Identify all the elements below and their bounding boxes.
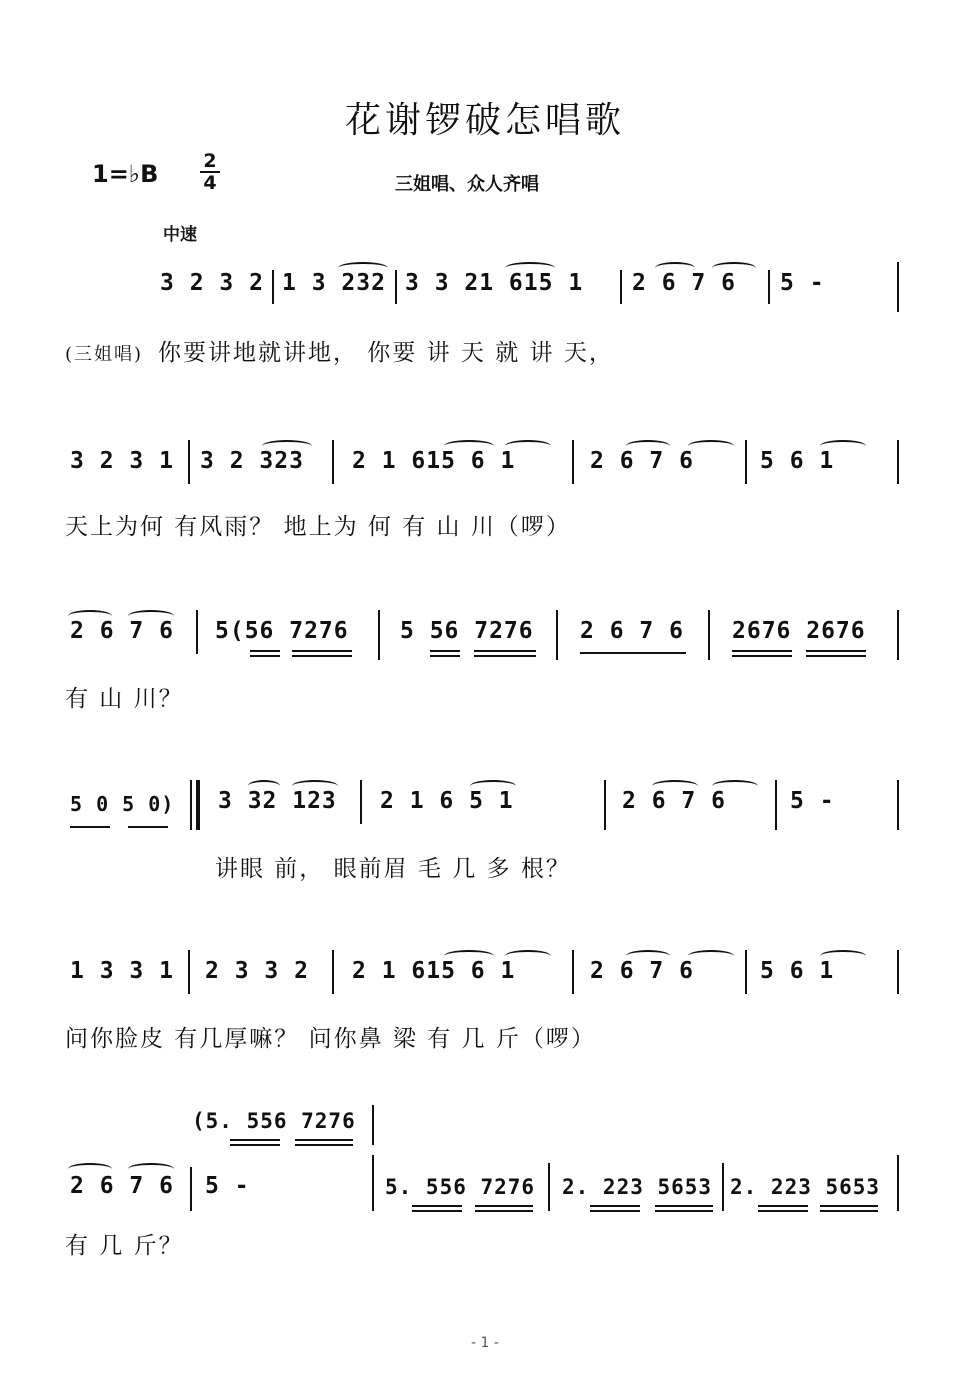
slur xyxy=(444,440,494,452)
barline xyxy=(272,270,274,304)
barline xyxy=(897,1155,899,1211)
measure: 5 - xyxy=(780,270,825,296)
slur xyxy=(626,950,670,962)
measure: 5 0 5 0) xyxy=(70,792,175,816)
page-number: - 1 - xyxy=(471,1335,499,1351)
measure: 2 6 7 6 xyxy=(590,448,694,474)
time-signature-denominator: 4 xyxy=(203,172,217,194)
beam xyxy=(655,1205,713,1212)
measure: 2 3 3 2 xyxy=(205,958,309,984)
barline xyxy=(620,270,622,304)
measure: 5 - xyxy=(205,1173,250,1199)
lyric-line: 问你脸皮 有几厚嘛？ 问你鼻 梁 有 几 斤（啰） xyxy=(65,1026,596,1052)
song-title: 花谢锣破怎唱歌 xyxy=(344,100,625,141)
slur xyxy=(712,780,758,792)
slur xyxy=(292,780,338,792)
barline xyxy=(572,950,574,994)
slur xyxy=(505,950,551,962)
slur xyxy=(338,262,388,274)
slur xyxy=(652,780,698,792)
upper-measure: (5. 556 7276 xyxy=(192,1109,356,1133)
measure: 5(56 7276 xyxy=(215,618,349,644)
barline xyxy=(897,610,899,660)
barline xyxy=(190,780,192,830)
barline xyxy=(395,270,397,304)
lyric-line: 有 山 川？ xyxy=(65,686,184,712)
slur xyxy=(470,780,516,792)
measure: 2676 2676 xyxy=(732,618,866,644)
beam xyxy=(590,1205,640,1212)
measure: 3 2 3 1 xyxy=(70,448,174,474)
barline xyxy=(897,262,899,312)
beam xyxy=(412,1205,462,1212)
barline xyxy=(897,780,899,830)
lyric-line: 有 几 斤？ xyxy=(65,1233,184,1259)
slur xyxy=(712,262,756,274)
slur xyxy=(444,950,494,962)
slur xyxy=(688,440,734,452)
key-signature: 1=♭B xyxy=(92,160,159,188)
barline xyxy=(775,780,777,830)
measure: 3 2 323 xyxy=(200,448,304,474)
measure: 5 - xyxy=(790,788,835,814)
slur xyxy=(505,262,555,274)
beam xyxy=(580,652,686,654)
measure: 2 6 7 6 xyxy=(632,270,736,296)
lyric-line: 你要讲地就讲地， 你要 讲 天 就 讲 天， xyxy=(158,340,614,366)
slur xyxy=(262,440,312,452)
beam xyxy=(250,650,280,657)
beam xyxy=(806,650,866,657)
beam xyxy=(230,1139,280,1146)
beam xyxy=(758,1205,808,1212)
slur xyxy=(68,610,112,622)
beam xyxy=(295,1139,353,1146)
beam xyxy=(475,1205,533,1212)
beam xyxy=(70,826,110,828)
barline xyxy=(604,780,606,830)
barline xyxy=(332,440,334,484)
lyric-line: 天上为何 有风雨？ 地上为 何 有 山 川（啰） xyxy=(65,514,571,540)
slur xyxy=(128,610,174,622)
barline xyxy=(722,1163,724,1211)
slur xyxy=(820,440,866,452)
measure: 2 6 7 6 xyxy=(590,958,694,984)
measure: 2 6 7 6 xyxy=(70,1173,174,1199)
singer-cue: (三姐唱) xyxy=(65,344,144,365)
measure: 1 3 232 xyxy=(282,270,386,296)
slur xyxy=(655,262,695,274)
measure: 2 1 615 6 1 xyxy=(352,448,516,474)
beam xyxy=(292,650,352,657)
time-signature xyxy=(200,152,220,192)
barline xyxy=(372,1105,374,1145)
barline xyxy=(332,950,334,994)
measure: 5 56 7276 xyxy=(400,618,534,644)
tempo-marking: 中速 xyxy=(163,225,197,245)
slur xyxy=(505,440,551,452)
barline xyxy=(745,950,747,994)
measure: 2. 223 5653 xyxy=(730,1175,881,1199)
slur xyxy=(820,950,866,962)
measure: 3 3 21 615 1 xyxy=(405,270,584,296)
singer-note: 三姐唱、众人齐唱 xyxy=(395,174,539,195)
beam xyxy=(128,826,168,828)
barline xyxy=(745,440,747,484)
barline xyxy=(196,610,198,654)
lyric-line: 讲眼 前， 眼前眉 毛 几 多 根？ xyxy=(215,856,571,882)
beam xyxy=(820,1205,878,1212)
measure: 3 32 123 xyxy=(218,788,337,814)
barline xyxy=(708,610,710,660)
barline xyxy=(572,440,574,484)
beam xyxy=(430,650,460,657)
measure: 2 6 7 6 xyxy=(622,788,726,814)
barline xyxy=(556,610,558,660)
measure: 5 6 1 xyxy=(760,448,835,474)
measure: 5. 556 7276 xyxy=(385,1175,536,1199)
barline xyxy=(378,610,380,660)
double-barline xyxy=(196,780,200,830)
barline xyxy=(897,950,899,994)
measure: 1 3 3 1 xyxy=(70,958,174,984)
measure: 2 1 615 6 1 xyxy=(352,958,516,984)
slur xyxy=(128,1163,174,1175)
beam xyxy=(474,650,536,657)
measure: 2 6 7 6 xyxy=(70,618,174,644)
slur xyxy=(688,950,734,962)
barline xyxy=(190,1167,192,1211)
measure: 2. 223 5653 xyxy=(562,1175,713,1199)
measure: 3 2 3 2 xyxy=(160,270,264,296)
measure: 2 6 7 6 xyxy=(580,618,684,644)
barline xyxy=(188,440,190,484)
measure: 5 6 1 xyxy=(760,958,835,984)
barline xyxy=(360,780,362,824)
barline xyxy=(548,1163,550,1211)
barline xyxy=(372,1155,374,1211)
slur xyxy=(68,1163,112,1175)
slur xyxy=(626,440,670,452)
measure: 2 1 6 5 1 xyxy=(380,788,514,814)
barline xyxy=(768,270,770,304)
slur xyxy=(248,780,280,792)
barline xyxy=(188,950,190,994)
beam xyxy=(732,650,792,657)
time-signature-numerator: 2 xyxy=(203,150,217,172)
barline xyxy=(897,440,899,484)
